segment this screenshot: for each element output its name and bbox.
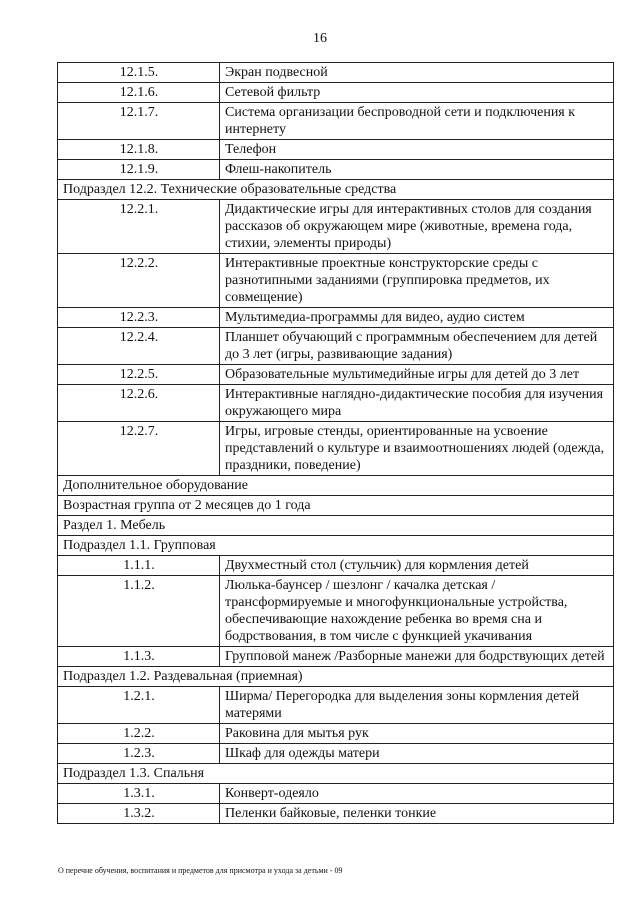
table-row (58, 83, 614, 103)
item-description: Интерактивные наглядно-дидактические пособия для изучения окружающего мира (220, 385, 614, 422)
item-description: Пеленки байковые, пеленки тонкие (220, 804, 614, 824)
item-number: 12.1.6. (58, 83, 220, 103)
section-row (58, 764, 614, 784)
item-number: 12.2.6. (58, 385, 220, 422)
footer-text: О перечне обучения, воспитания и предметов для присмотра и ухода за детьми - 09 (58, 866, 343, 875)
page-number: 16 (313, 31, 327, 46)
item-description: Сетевой фильтр (220, 83, 614, 103)
item-number: 12.1.5. (58, 63, 220, 83)
table-row (58, 647, 614, 667)
item-description: Планшет обучающий с программным обеспечением для детей до 3 лет (игры, развивающие задания) (220, 328, 614, 365)
item-number: 1.3.2. (58, 804, 220, 824)
item-number: 12.2.5. (58, 365, 220, 385)
table-row (58, 724, 614, 744)
item-description: Интерактивные проектные конструкторские среды с разнотипными заданиями (группировка предметов, их совмещение) (220, 254, 614, 308)
section-title: Подраздел 1.2. Раздевальная (приемная) (58, 667, 614, 687)
item-description: Двухместный стол (стульчик) для кормления детей (220, 556, 614, 576)
item-number: 1.1.3. (58, 647, 220, 667)
item-description: Телефон (220, 140, 614, 160)
table-row (58, 804, 614, 824)
section-row (58, 476, 614, 496)
section-row (58, 496, 614, 516)
section-row (58, 516, 614, 536)
table-row (58, 556, 614, 576)
table-row (58, 422, 614, 476)
item-description: Раковина для мытья рук (220, 724, 614, 744)
item-description: Ширма/ Перегородка для выделения зоны кормления детей матерями (220, 687, 614, 724)
item-number: 12.2.3. (58, 308, 220, 328)
table-row (58, 103, 614, 140)
item-number: 1.2.3. (58, 744, 220, 764)
section-row (58, 536, 614, 556)
item-number: 1.2.2. (58, 724, 220, 744)
table-row (58, 365, 614, 385)
item-description: Дидактические игры для интерактивных столов для создания рассказов об окружающем мире (животные, времена года, стихии, элементы природы) (220, 200, 614, 254)
table-body (58, 63, 614, 824)
item-description: Образовательные мультимедийные игры для детей до 3 лет (220, 365, 614, 385)
table-row (58, 160, 614, 180)
item-number: 12.2.7. (58, 422, 220, 476)
table-row (58, 328, 614, 365)
table-row (58, 254, 614, 308)
section-title: Подраздел 12.2. Технические образовательные средства (58, 180, 614, 200)
section-title: Подраздел 1.3. Спальня (58, 764, 614, 784)
table-row (58, 308, 614, 328)
item-number: 12.2.1. (58, 200, 220, 254)
item-number: 12.1.7. (58, 103, 220, 140)
section-row (58, 667, 614, 687)
section-title: Подраздел 1.1. Групповая (58, 536, 614, 556)
item-number: 12.2.2. (58, 254, 220, 308)
table-row (58, 784, 614, 804)
item-description: Система организации беспроводной сети и подключения к интернету (220, 103, 614, 140)
item-number: 12.1.8. (58, 140, 220, 160)
item-number: 1.1.1. (58, 556, 220, 576)
item-number: 1.2.1. (58, 687, 220, 724)
table-row (58, 200, 614, 254)
table-row (58, 744, 614, 764)
section-title: Дополнительное оборудование (58, 476, 614, 496)
section-row (58, 180, 614, 200)
item-description: Флеш-накопитель (220, 160, 614, 180)
item-description: Конверт-одеяло (220, 784, 614, 804)
item-description: Экран подвесной (220, 63, 614, 83)
table-row (58, 140, 614, 160)
item-description: Люлька-баунсер / шезлонг / качалка детская / трансформируемые и многофункциональные устройства, обеспечивающие нахождение ребенка во время сна и бодрствования, в том числе с функцией укачивания (220, 576, 614, 647)
item-number: 1.3.1. (58, 784, 220, 804)
item-number: 12.2.4. (58, 328, 220, 365)
table-row (58, 385, 614, 422)
item-number: 12.1.9. (58, 160, 220, 180)
item-description: Групповой манеж /Разборные манежи для бодрствующих детей (220, 647, 614, 667)
item-description: Шкаф для одежды матери (220, 744, 614, 764)
equipment-table (57, 62, 614, 824)
table-row (58, 576, 614, 647)
item-number: 1.1.2. (58, 576, 220, 647)
item-description: Игры, игровые стенды, ориентированные на усвоение представлений о культуре и взаимоотношениях людей (одежда, праздники, поведение) (220, 422, 614, 476)
section-title: Возрастная группа от 2 месяцев до 1 года (58, 496, 614, 516)
section-title: Раздел 1. Мебель (58, 516, 614, 536)
item-description: Мультимедиа-программы для видео, аудио систем (220, 308, 614, 328)
table-row (58, 63, 614, 83)
table-row (58, 687, 614, 724)
